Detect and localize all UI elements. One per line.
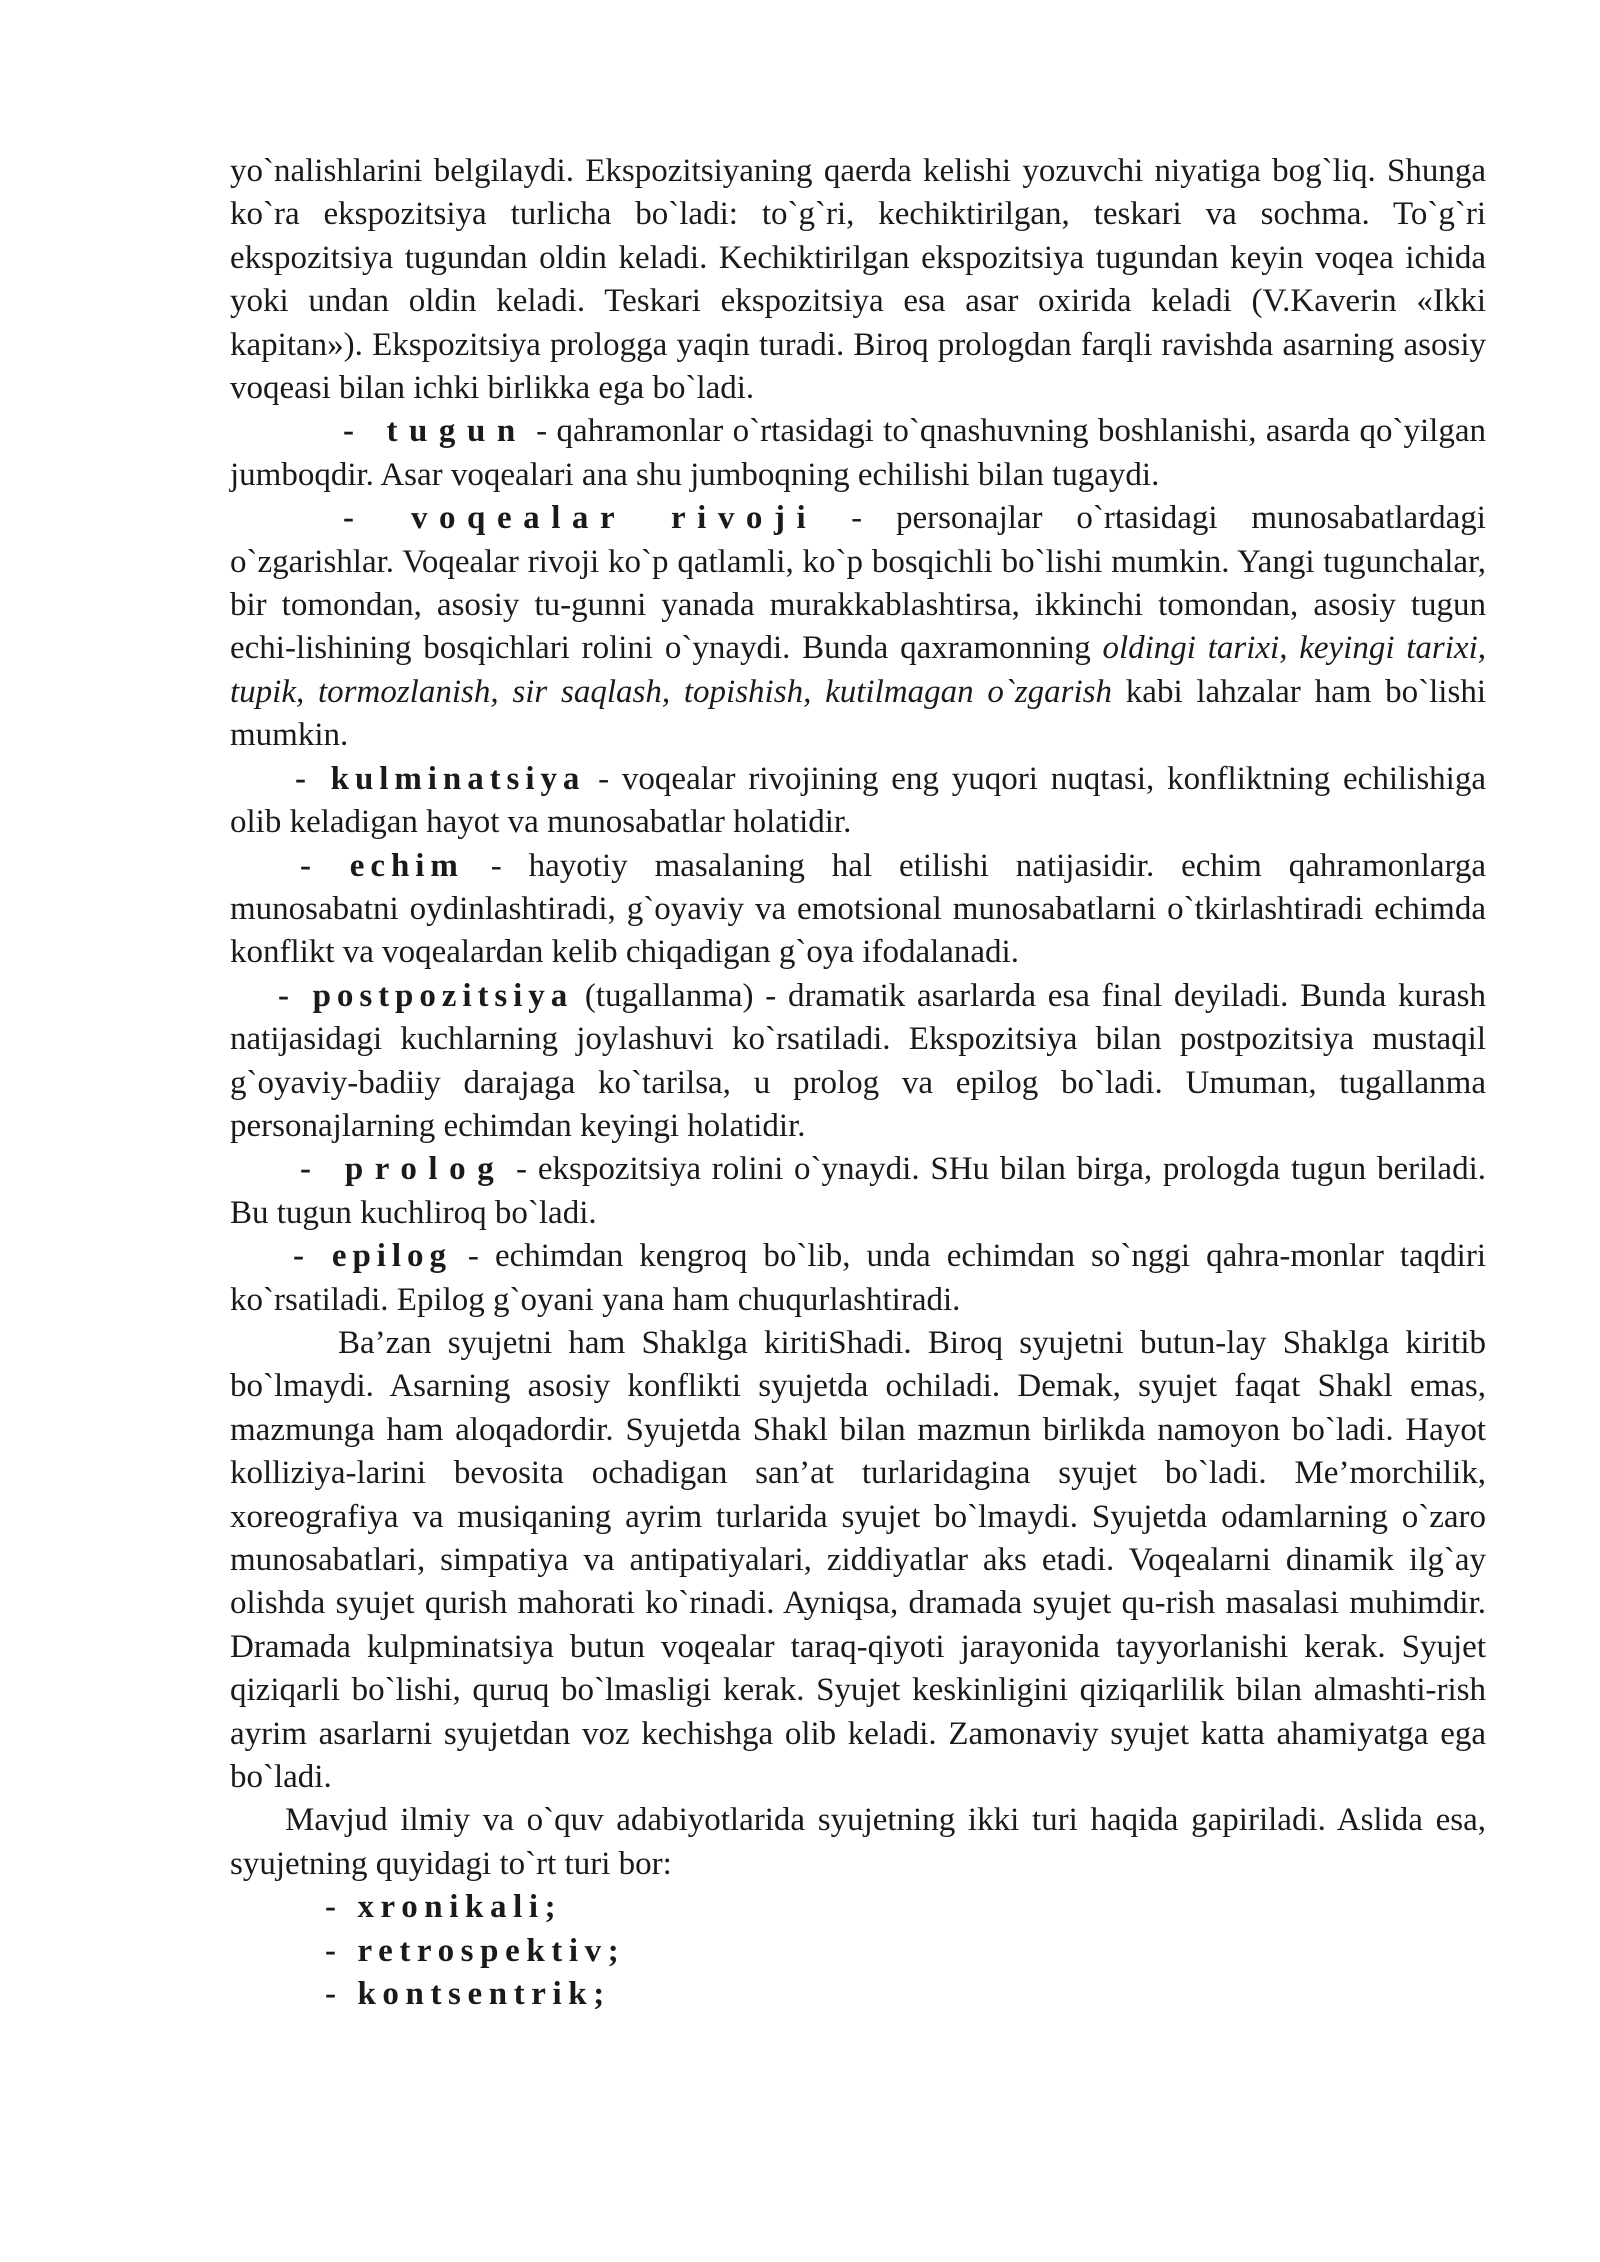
paragraph-prolog bbox=[230, 1148, 1486, 1235]
paragraph-mavjud: Mavjud ilmiy va o`quv adabiyotlarida syujetning ikki turi haqida gapiriladi. Aslida esa, syujetning quyidagi to`rt turi bor: bbox=[230, 1802, 1486, 1882]
definition-kulminatsiya: - voqealar rivojining eng yuqori nuqtasi, konfliktning echilishiga olib keladigan hayot va munosabatlar holatidir. bbox=[230, 760, 1486, 841]
definition-voqealar-rivoji: - personajlar o`rtasidagi munosabatlardagi o`zgarishlar. Voqealar rivoji ko`p qatlamli, ko`p bosqichli bo`lishi mumkin. Yangi tugunchalar, bir tomondan, asosiy tu-gunni yanada murakkablashtirsa, ikkinchi tomondan, asosiy tugun echi-lishining bosqichlari rolini o`ynaydi. Bunda qaxramonning bbox=[230, 500, 1486, 667]
paragraph-syujet: Ba’zan syujetni ham Shaklga kiritiShadi. Biroq syujetni butun-lay Shaklga kiritib bo`lmaydi. Asarning asosiy konflikti syujetda ochiladi. Demak, syujet faqat Shakl emas, mazmunga ham aloqadordir. Syujetda Shakl bilan mazmun birlikda namoyon bo`ladi. Hayot kolliziya-larini bevosita ochadigan san’at turlaridagina syujet bo`ladi. Me’morchilik, xoreografiya va musiqaning ayrim turlarida syujet bo`lmaydi. Syujetda odamlarning o`zaro munosabatlari, simpatiya va antipatiyalari, ziddiyatlar aks etadi. Voqealarni dinamik ilg`ay olishda syujet qurish mahorati ko`rinadi. Ayniqsa, dramada syujet qu-rish masalasi muhimdir. Dramada kulpminatsiya butun voqealar taraq-qiyoti jarayonida tayyorlanishi kerak. Syujet qiziqarli bo`lishi, quruq bo`lmasligi kerak. Syujet keskinligini qiziqarlilik bilan almashti-rish ayrim asarlarni syujetdan voz kechishga olib keladi. Zamonaviy syujet katta ahamiyatga ega bo`ladi. bbox=[230, 1324, 1486, 1796]
document-page bbox=[230, 150, 1486, 2016]
paragraph-tugun bbox=[230, 410, 1486, 497]
definition-voqealar-rivoji-end: kabi lahzalar ham bo`lishi mumkin. bbox=[230, 673, 1486, 754]
list-item-kontsentrik: - kontsentrik; bbox=[325, 1976, 611, 2013]
list-item-xronikali: - xronikali; bbox=[325, 1889, 563, 1926]
paragraph-epilog bbox=[230, 1235, 1486, 1322]
paragraph-kulminatsiya bbox=[230, 758, 1486, 845]
term-postpozitsiya: - postpozitsiya bbox=[278, 977, 574, 1014]
paragraph-ekspozitsiya: yo`nalishlarini belgilaydi. Ekspozitsiyaning qaerda kelishi yozuvchi niyatiga bog`liq. Shunga ko`ra ekspozitsiya turlicha bo`ladi: to`g`ri, kechiktirilgan, teskari va sochma. To`g`ri ekspozitsiya tugundan oldin keladi. Kechiktirilgan ekspozitsiya tugundan keyin voqea ichida yoki undan oldin keladi. Teskari ekspozitsiya esa asar oxirida keladi (V.Kaverin «Ikki kapitan»). Ekspozitsiya prologga yaqin turadi. Biroq prologdan farqli ravishda asarning asosiy voqeasi bilan ichki birlikka ega bo`ladi. bbox=[230, 153, 1486, 407]
term-prolog: - prolog bbox=[300, 1151, 506, 1188]
term-tugun: - tugun bbox=[343, 413, 527, 450]
italic-moments: oldingi tarixi, keyingi tarixi, tupik, tormozlanish, sir saqlash, topishish, kutilmagan o`zgarish bbox=[230, 630, 1486, 710]
paragraph-voqealar-rivoji bbox=[230, 497, 1486, 757]
list-item-retrospektiv: - retrospektiv; bbox=[325, 1932, 626, 1969]
list-item bbox=[230, 1973, 1486, 2016]
term-echim: - echim bbox=[300, 847, 464, 884]
definition-echim: - hayotiy masalaning hal etilishi natijasidir. echim qahramonlarga munosabatni oydinlashtiradi, g`oyaviy va emotsional munosabatlarni o`tkirlashtiradi echimda konflikt va voqealardan kelib chiqadigan g`oya ifodalanadi. bbox=[230, 847, 1487, 971]
paragraph-echim bbox=[230, 845, 1486, 975]
list-item bbox=[230, 1930, 1486, 1973]
definition-tugun: - qahramonlar o`rtasidagi to`qnashuvning boshlanishi, asarda qo`yilgan jumboqdir. Asar voqealari ana shu jumboqning echilishi bilan tugaydi. bbox=[230, 413, 1487, 493]
term-epilog: - epilog bbox=[293, 1238, 452, 1275]
paragraph-postpozitsiya bbox=[230, 975, 1486, 1149]
definition-prolog: - ekspozitsiya rolini o`ynaydi. SHu bilan birga, prologda tugun beriladi. Bu tugun kuchliroq bo`ladi. bbox=[230, 1151, 1486, 1231]
definition-epilog: - echimdan kengroq bo`lib, unda echimdan so`nggi qahra-monlar taqdiri ko`rsatiladi. Epilog g`oyani yana ham chuqurlashtiradi. bbox=[230, 1238, 1486, 1318]
list-item bbox=[230, 1886, 1486, 1929]
term-kulminatsiya: - kulminatsiya bbox=[295, 760, 586, 797]
term-voqealar-rivoji: - voqealar rivoji bbox=[343, 500, 818, 537]
definition-postpozitsiya: (tugallanma) - dramatik asarlarda esa final deyiladi. Bunda kurash natijasidagi kuchlarning joylashuvi ko`rsatiladi. Ekspozitsiya bilan postpozitsiya mustaqil g`oyaviy-badiiy darajaga ko`tarilsa, u prolog va epilog bo`ladi. Umuman, tugallanma personajlarning echimdan keyingi holatidir. bbox=[230, 977, 1486, 1144]
